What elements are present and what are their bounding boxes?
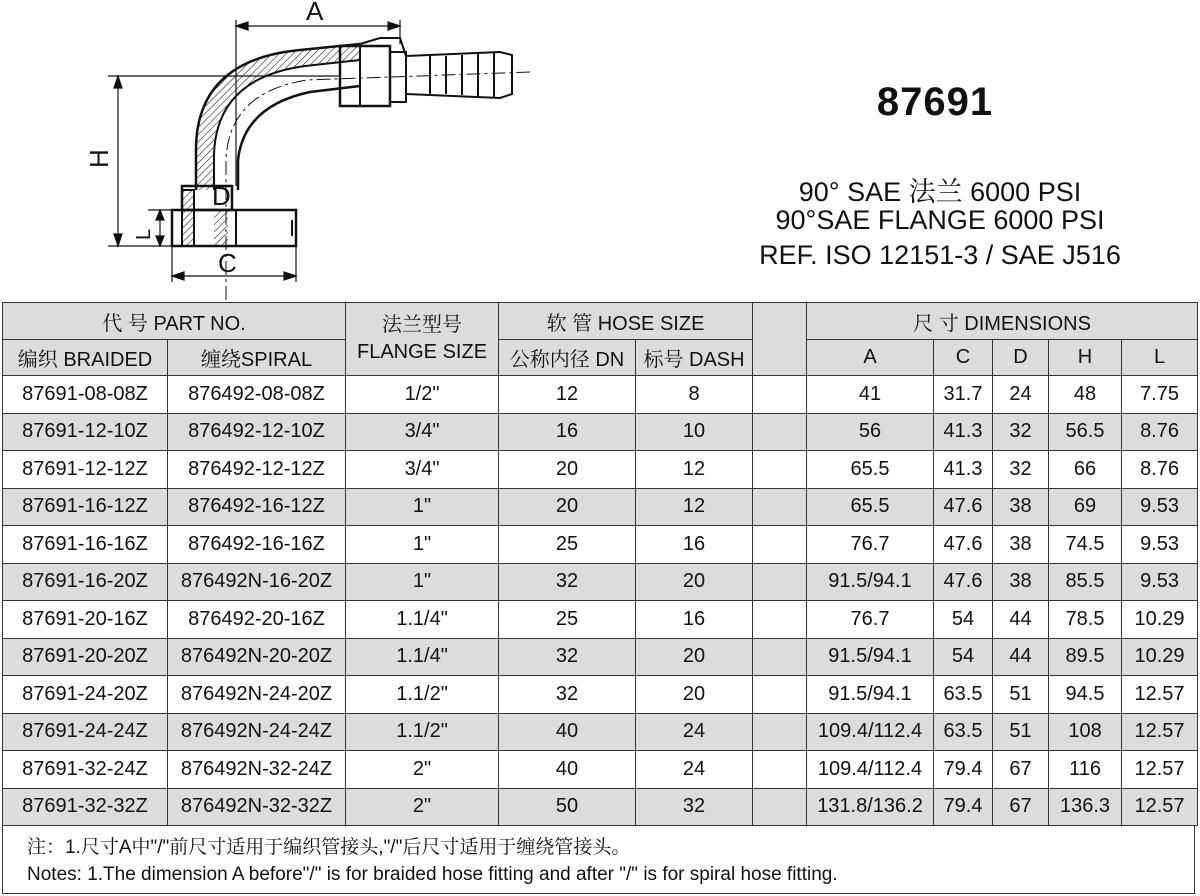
- dim-label-d: D: [212, 181, 231, 211]
- cell-braided: 87691-16-12Z: [3, 488, 168, 526]
- cell-c: 63.5: [934, 713, 993, 751]
- cell-flange: 1/2": [346, 376, 499, 414]
- cell-flange: 1.1/2": [346, 713, 499, 751]
- cell-l: 9.53: [1122, 563, 1198, 601]
- cell-d: 44: [993, 601, 1049, 639]
- cell-d: 24: [993, 376, 1049, 414]
- cell-h: 116: [1049, 751, 1122, 789]
- dim-label-l: L: [133, 228, 155, 240]
- cell-c: 79.4: [934, 751, 993, 789]
- table-body: [3, 376, 1198, 826]
- cell-blank: [753, 376, 807, 414]
- header-h: H: [1049, 340, 1122, 376]
- header-dimensions: 尺 寸 DIMENSIONS: [807, 303, 1198, 340]
- cell-a: 91.5/94.1: [807, 676, 934, 714]
- cell-h: 56.5: [1049, 413, 1122, 451]
- header-l: L: [1122, 340, 1198, 376]
- cell-flange: 3/4": [346, 451, 499, 489]
- cell-c: 47.6: [934, 563, 993, 601]
- cell-h: 85.5: [1049, 563, 1122, 601]
- cell-dash: 24: [636, 713, 753, 751]
- cell-spiral: 876492N-24-20Z: [168, 676, 346, 714]
- header-braided: 编织 BRAIDED: [3, 340, 168, 376]
- cell-d: 38: [993, 563, 1049, 601]
- cell-dash: 20: [636, 563, 753, 601]
- cell-spiral: 876492-16-16Z: [168, 526, 346, 564]
- cell-dash: 12: [636, 488, 753, 526]
- cell-flange: 1.1/4": [346, 601, 499, 639]
- cell-a: 91.5/94.1: [807, 638, 934, 676]
- cell-a: 91.5/94.1: [807, 563, 934, 601]
- cell-h: 74.5: [1049, 526, 1122, 564]
- cell-d: 51: [993, 676, 1049, 714]
- cell-flange: 3/4": [346, 413, 499, 451]
- header-dn: 公称内径 DN: [499, 340, 636, 376]
- cell-c: 31.7: [934, 376, 993, 414]
- cell-dn: 40: [499, 713, 636, 751]
- title-line-cn: 90° SAE 法兰 6000 PSI: [798, 177, 1082, 207]
- table-row: [3, 413, 1198, 451]
- note-cn: 注：1.尺寸A中"/"前尺寸适用于编织管接头,"/"后尺寸适用于缠绕管接头。: [27, 837, 631, 858]
- cell-dash: 20: [636, 638, 753, 676]
- part-number: 87691: [876, 80, 994, 124]
- header-hose-size: 软 管 HOSE SIZE: [499, 303, 753, 340]
- table-row: [3, 563, 1198, 601]
- cell-dn: 40: [499, 751, 636, 789]
- note-en: Notes: 1.The dimension A before"/" is for braided hose fitting and after "/" is for spiral hose fitting.: [27, 864, 838, 885]
- cell-d: 32: [993, 451, 1049, 489]
- cell-dn: 25: [499, 526, 636, 564]
- table-row: [3, 638, 1198, 676]
- cell-spiral: 876492-12-10Z: [168, 413, 346, 451]
- cell-dn: 20: [499, 488, 636, 526]
- dim-label-c: C: [218, 248, 237, 278]
- cell-d: 32: [993, 413, 1049, 451]
- cell-l: 12.57: [1122, 751, 1198, 789]
- cell-braided: 87691-20-20Z: [3, 638, 168, 676]
- cell-braided: 87691-32-32Z: [3, 788, 168, 826]
- cell-spiral: 876492N-32-32Z: [168, 788, 346, 826]
- header-dash: 标号 DASH: [636, 340, 753, 376]
- cell-spiral: 876492-20-16Z: [168, 601, 346, 639]
- header-a: A: [807, 340, 934, 376]
- cell-d: 67: [993, 751, 1049, 789]
- cell-c: 79.4: [934, 788, 993, 826]
- cell-l: 9.53: [1122, 526, 1198, 564]
- cell-braided: 87691-20-16Z: [3, 601, 168, 639]
- header-flange-size: [346, 303, 499, 376]
- title-line-en: 90°SAE FLANGE 6000 PSI: [775, 205, 1105, 235]
- header-blank: [753, 303, 807, 376]
- cell-d: 51: [993, 713, 1049, 751]
- cell-l: 12.57: [1122, 713, 1198, 751]
- cell-blank: [753, 601, 807, 639]
- table-row: [3, 451, 1198, 489]
- table-row: [3, 376, 1198, 414]
- cell-l: 8.76: [1122, 413, 1198, 451]
- cell-l: 7.75: [1122, 376, 1198, 414]
- cell-flange: 1.1/2": [346, 676, 499, 714]
- cell-a: 65.5: [807, 488, 934, 526]
- cell-braided: 87691-24-24Z: [3, 713, 168, 751]
- cell-dash: 16: [636, 526, 753, 564]
- cell-l: 10.29: [1122, 638, 1198, 676]
- cell-spiral: 876492-12-12Z: [168, 451, 346, 489]
- cell-braided: 87691-24-20Z: [3, 676, 168, 714]
- cell-flange: 1": [346, 488, 499, 526]
- cell-a: 109.4/112.4: [807, 713, 934, 751]
- cell-h: 136.3: [1049, 788, 1122, 826]
- notes-box: [2, 826, 1195, 894]
- cell-spiral: 876492N-20-20Z: [168, 638, 346, 676]
- cell-dash: 8: [636, 376, 753, 414]
- dim-label-a: A: [306, 0, 324, 26]
- cell-c: 63.5: [934, 676, 993, 714]
- cell-braided: 87691-12-12Z: [3, 451, 168, 489]
- cell-l: 10.29: [1122, 601, 1198, 639]
- cell-braided: 87691-08-08Z: [3, 376, 168, 414]
- cell-blank: [753, 413, 807, 451]
- cell-c: 54: [934, 601, 993, 639]
- cell-braided: 87691-16-16Z: [3, 526, 168, 564]
- header-c: C: [934, 340, 993, 376]
- cell-l: 9.53: [1122, 488, 1198, 526]
- cell-c: 41.3: [934, 413, 993, 451]
- header-flange-size-text: 法兰型号 FLANGE SIZE: [357, 314, 488, 363]
- table-row: [3, 526, 1198, 564]
- cell-c: 47.6: [934, 488, 993, 526]
- cell-dn: 12: [499, 376, 636, 414]
- header-d: D: [993, 340, 1049, 376]
- cell-h: 94.5: [1049, 676, 1122, 714]
- cell-c: 41.3: [934, 451, 993, 489]
- table-row: [3, 676, 1198, 714]
- table-row: [3, 713, 1198, 751]
- cell-d: 67: [993, 788, 1049, 826]
- cell-blank: [753, 526, 807, 564]
- cell-l: 8.76: [1122, 451, 1198, 489]
- title-line-ref: REF. ISO 12151-3 / SAE J516: [759, 240, 1121, 270]
- cell-blank: [753, 713, 807, 751]
- cell-c: 47.6: [934, 526, 993, 564]
- cell-flange: 1.1/4": [346, 638, 499, 676]
- cell-d: 44: [993, 638, 1049, 676]
- fitting-drawing: [0, 0, 560, 300]
- cell-dash: 32: [636, 788, 753, 826]
- cell-a: 109.4/112.4: [807, 751, 934, 789]
- header-spiral: 缠绕SPIRAL: [168, 340, 346, 376]
- cell-h: 89.5: [1049, 638, 1122, 676]
- cell-flange: 1": [346, 563, 499, 601]
- cell-dash: 10: [636, 413, 753, 451]
- cell-a: 131.8/136.2: [807, 788, 934, 826]
- dim-label-h: H: [84, 149, 114, 168]
- cell-h: 48: [1049, 376, 1122, 414]
- cell-l: 12.57: [1122, 788, 1198, 826]
- cell-blank: [753, 638, 807, 676]
- cell-flange: 1": [346, 526, 499, 564]
- cell-dash: 24: [636, 751, 753, 789]
- cell-a: 41: [807, 376, 934, 414]
- cell-blank: [753, 488, 807, 526]
- cell-braided: 87691-16-20Z: [3, 563, 168, 601]
- cell-dn: 50: [499, 788, 636, 826]
- cell-blank: [753, 676, 807, 714]
- cell-braided: 87691-12-10Z: [3, 413, 168, 451]
- cell-spiral: 876492-16-12Z: [168, 488, 346, 526]
- cell-dash: 12: [636, 451, 753, 489]
- cell-a: 56: [807, 413, 934, 451]
- cell-h: 78.5: [1049, 601, 1122, 639]
- cell-flange: 2": [346, 788, 499, 826]
- cell-h: 66: [1049, 451, 1122, 489]
- cell-blank: [753, 788, 807, 826]
- cell-d: 38: [993, 526, 1049, 564]
- cell-c: 54: [934, 638, 993, 676]
- cell-blank: [753, 751, 807, 789]
- cell-blank: [753, 451, 807, 489]
- cell-dn: 32: [499, 638, 636, 676]
- table-row: [3, 788, 1198, 826]
- cell-d: 38: [993, 488, 1049, 526]
- table-row: [3, 751, 1198, 789]
- table-row: [3, 601, 1198, 639]
- cell-dn: 16: [499, 413, 636, 451]
- cell-dash: 20: [636, 676, 753, 714]
- cell-h: 69: [1049, 488, 1122, 526]
- cell-a: 76.7: [807, 601, 934, 639]
- cell-spiral: 876492-08-08Z: [168, 376, 346, 414]
- spec-table: [2, 302, 1198, 826]
- cell-braided: 87691-32-24Z: [3, 751, 168, 789]
- cell-dn: 20: [499, 451, 636, 489]
- cell-spiral: 876492N-24-24Z: [168, 713, 346, 751]
- cell-spiral: 876492N-16-20Z: [168, 563, 346, 601]
- cell-h: 108: [1049, 713, 1122, 751]
- table-row: [3, 488, 1198, 526]
- cell-dn: 32: [499, 563, 636, 601]
- cell-dn: 25: [499, 601, 636, 639]
- header-part-no: 代 号 PART NO.: [3, 303, 346, 340]
- cell-l: 12.57: [1122, 676, 1198, 714]
- cell-dn: 32: [499, 676, 636, 714]
- cell-a: 65.5: [807, 451, 934, 489]
- cell-spiral: 876492N-32-24Z: [168, 751, 346, 789]
- cell-blank: [753, 563, 807, 601]
- cell-dash: 16: [636, 601, 753, 639]
- cell-a: 76.7: [807, 526, 934, 564]
- cell-flange: 2": [346, 751, 499, 789]
